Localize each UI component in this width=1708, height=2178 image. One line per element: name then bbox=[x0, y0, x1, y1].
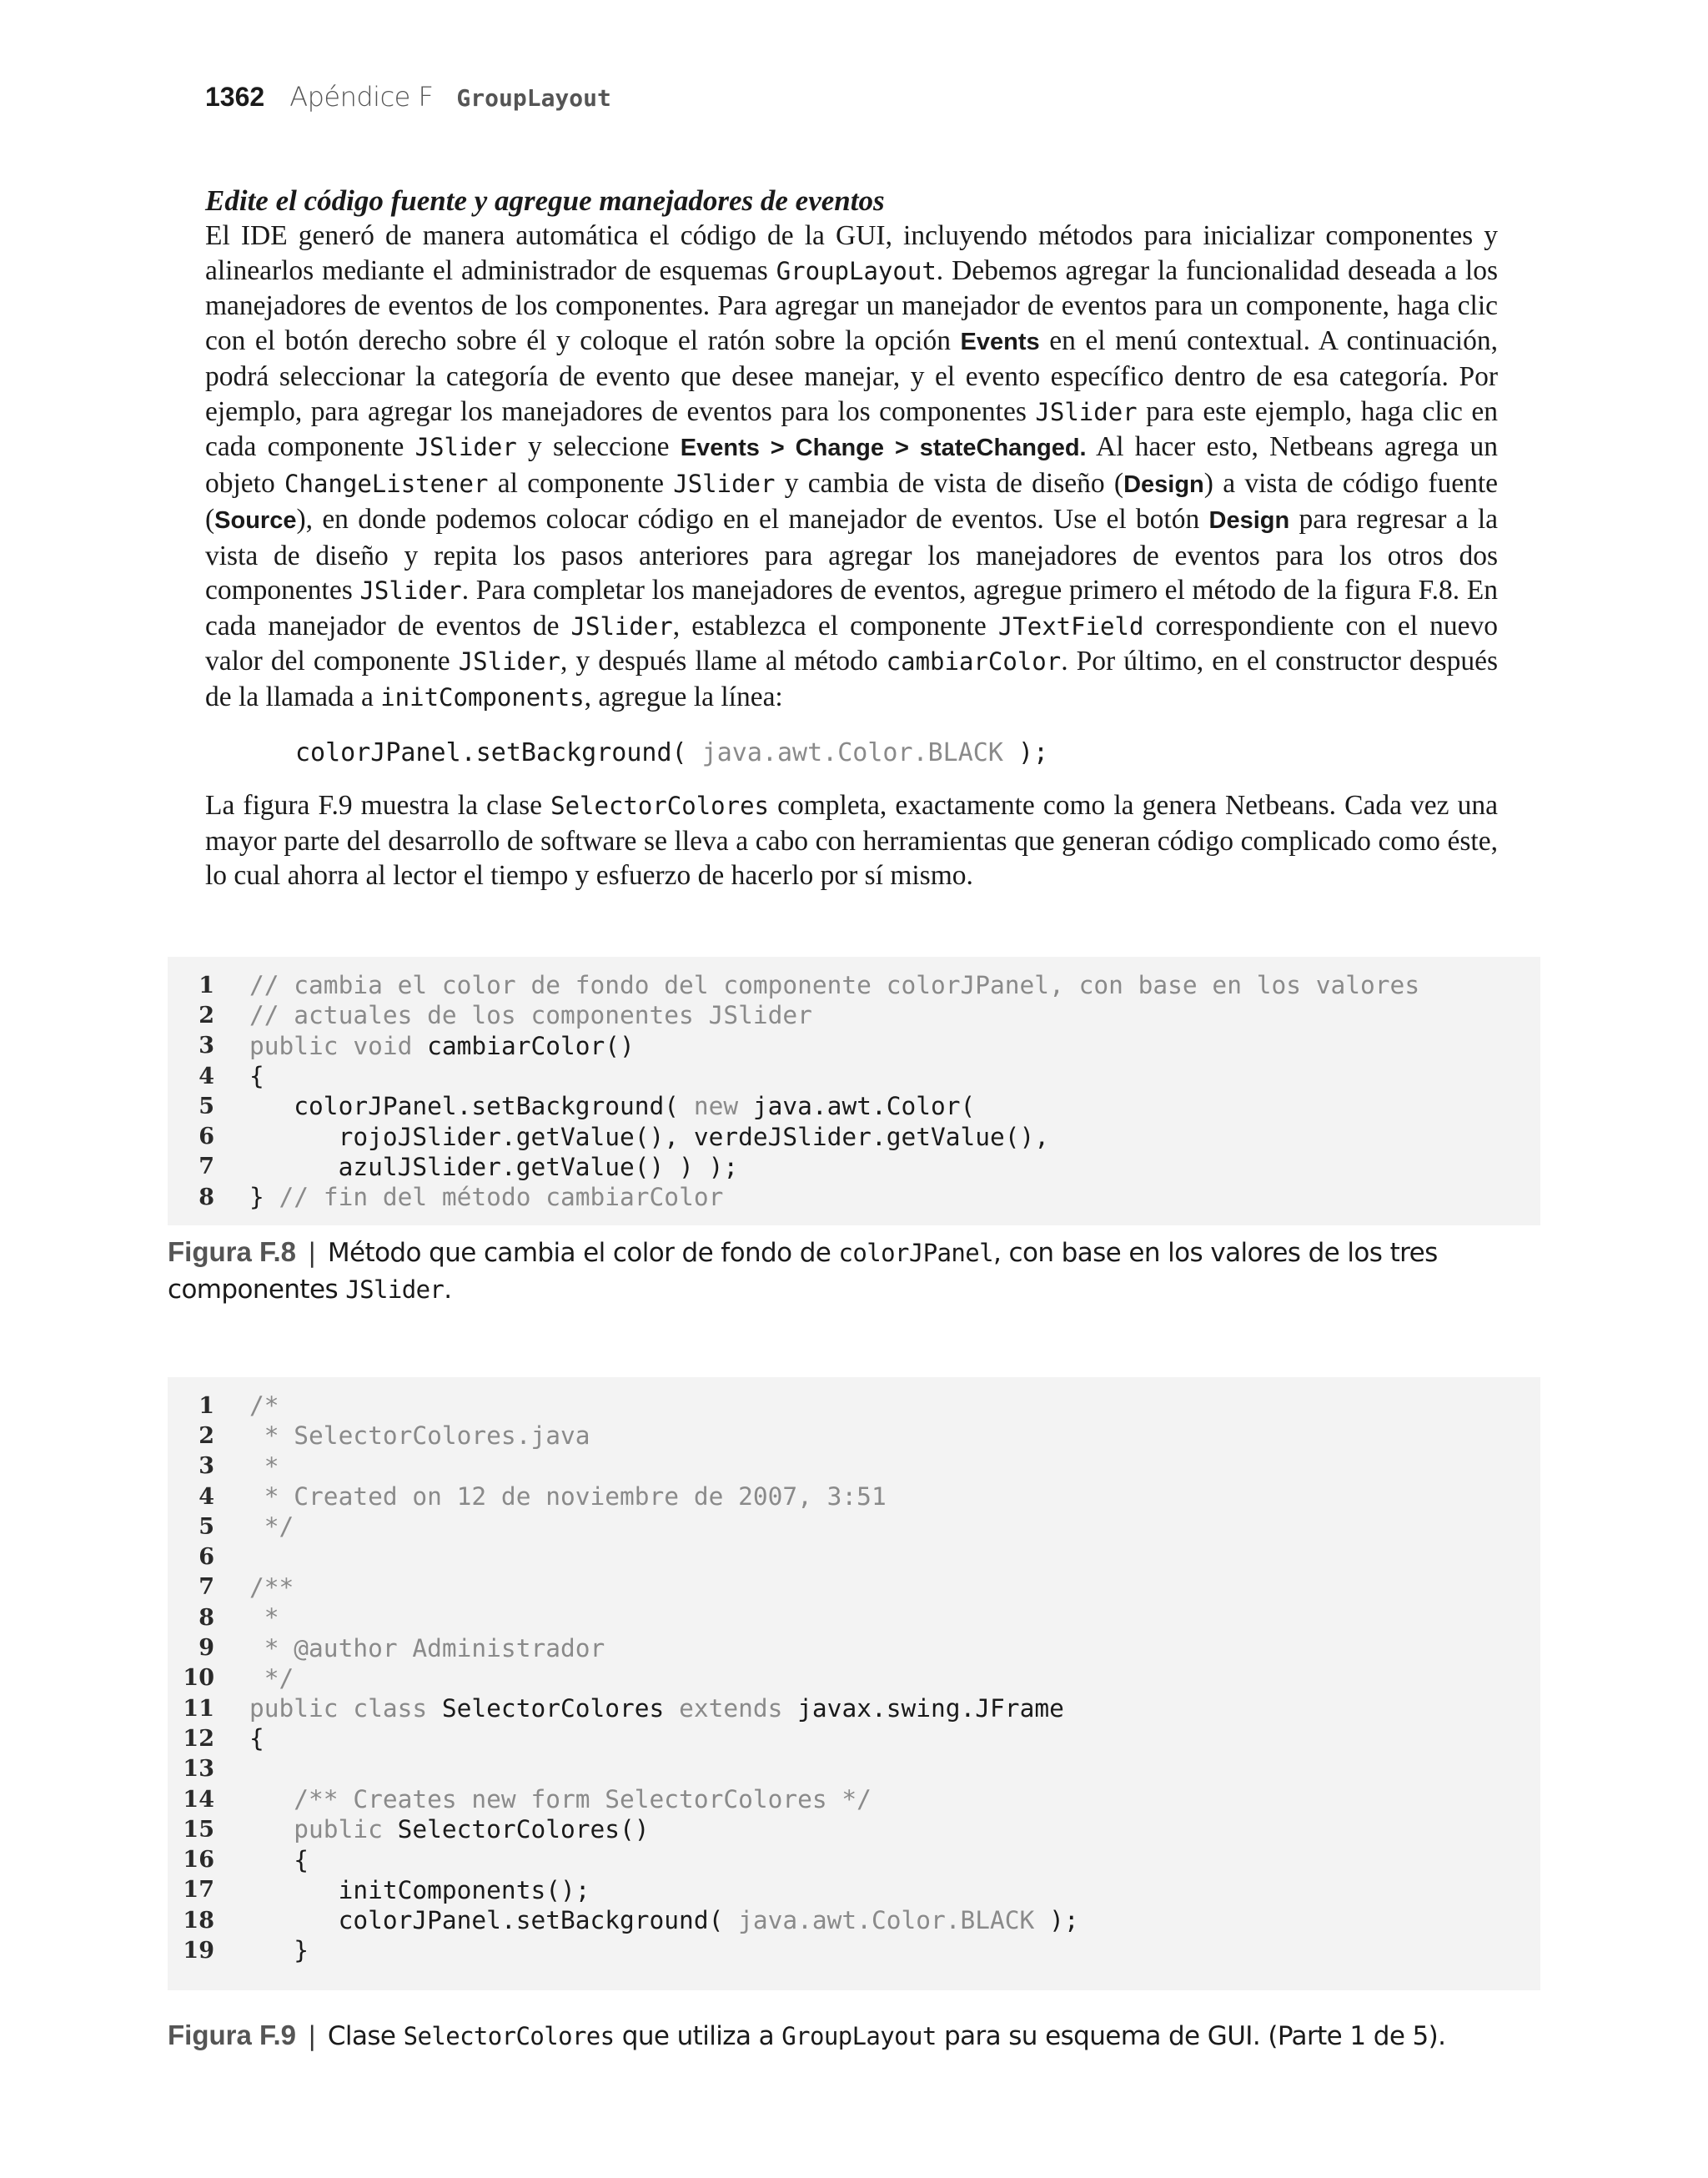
line-number: 1 bbox=[198, 972, 214, 998]
code-token: java.awt.Color.BLACK bbox=[738, 1906, 1035, 1935]
text-run: en el menú contextual. A continuación, podrá seleccionar la categoría de evento que desee manejar, y el evento específico dentro de esa categoría. Por ejemplo, para agregar los manejadores de eventos para los componentes bbox=[205, 324, 1498, 427]
code-line bbox=[168, 1091, 1540, 1121]
page-header bbox=[205, 81, 611, 113]
code-token: * bbox=[249, 1603, 279, 1632]
code-text bbox=[249, 1421, 590, 1450]
line-number: 4 bbox=[198, 1483, 214, 1510]
code-line bbox=[168, 1182, 1540, 1212]
code-lines bbox=[168, 1391, 1540, 1966]
code-token: // actuales de los componentes JSlider bbox=[249, 1001, 812, 1030]
text-run: El IDE generó de manera automática el código de la GUI, incluyendo métodos para inicializar componentes y alinearlos mediante el administrador de esquemas bbox=[205, 220, 1498, 286]
page-number: 1362 bbox=[205, 82, 265, 112]
code-token: colorJPanel.setBackground( bbox=[295, 738, 702, 767]
line-number: 8 bbox=[198, 1184, 214, 1210]
code-line bbox=[168, 1152, 1540, 1182]
code-text bbox=[249, 971, 1419, 999]
text-run: . bbox=[444, 1275, 452, 1305]
chapter-name: Apéndice F bbox=[289, 81, 434, 113]
line-number: 4 bbox=[198, 1063, 214, 1089]
line-number: 2 bbox=[198, 1422, 214, 1449]
line-number: 16 bbox=[183, 1847, 214, 1874]
code-line bbox=[168, 1632, 1540, 1662]
inline-code: initComponents bbox=[380, 682, 585, 712]
code-token: public void bbox=[249, 1031, 428, 1060]
code-text bbox=[249, 1512, 294, 1541]
code-line bbox=[168, 1421, 1540, 1451]
code-token: java.awt.Color.BLACK bbox=[701, 738, 1003, 767]
inline-code: JSlider bbox=[359, 576, 462, 605]
ui-label: Events > Change > stateChanged. bbox=[680, 435, 1087, 461]
figure-label: Figura F.8 bbox=[168, 1236, 297, 1267]
code-text bbox=[249, 1634, 605, 1662]
code-text bbox=[249, 1391, 279, 1420]
code-line bbox=[168, 1572, 1540, 1602]
caption-separator: | bbox=[308, 1238, 316, 1268]
inline-code: JTextField bbox=[997, 611, 1144, 641]
code-token: public bbox=[249, 1815, 398, 1844]
line-number: 12 bbox=[183, 1725, 214, 1752]
line-number: 18 bbox=[183, 1907, 214, 1934]
code-token: ); bbox=[1034, 1906, 1079, 1935]
text-run: . Por último, en el constructor después de la llamada a bbox=[205, 646, 1498, 712]
code-token: new bbox=[693, 1092, 753, 1121]
inline-code: JSlider bbox=[1035, 397, 1138, 426]
text-run: , con base en los valores de los tres componentes bbox=[168, 1238, 1438, 1305]
code-line bbox=[168, 1602, 1540, 1632]
figure-f9-caption bbox=[168, 2017, 1544, 2055]
line-number: 10 bbox=[183, 1665, 214, 1692]
caption-separator: | bbox=[308, 2021, 316, 2051]
paragraph-2 bbox=[205, 788, 1498, 893]
inline-code: JSlider bbox=[345, 1275, 445, 1304]
code-token: * bbox=[249, 1451, 279, 1481]
inline-code: JSlider bbox=[673, 469, 776, 498]
code-token: */ bbox=[249, 1512, 294, 1542]
code-text bbox=[249, 1092, 975, 1120]
code-text bbox=[249, 1001, 812, 1029]
code-text bbox=[249, 1482, 887, 1511]
section-body bbox=[205, 184, 1498, 893]
inline-code: colorJPanel bbox=[838, 1239, 993, 1267]
line-number: 2 bbox=[198, 1002, 214, 1029]
line-number: 3 bbox=[198, 1033, 214, 1059]
text-run: , y después llame al método bbox=[560, 646, 887, 677]
line-number: 5 bbox=[198, 1513, 214, 1540]
code-line bbox=[168, 1693, 1540, 1723]
ui-label: Source bbox=[214, 507, 297, 534]
code-line bbox=[168, 1391, 1540, 1421]
code-token: { bbox=[249, 1845, 309, 1874]
code-text bbox=[249, 1936, 309, 1964]
text-run: que utiliza a bbox=[614, 2021, 782, 2051]
code-line bbox=[168, 1512, 1540, 1542]
code-text bbox=[249, 1724, 264, 1753]
code-token: { bbox=[249, 1062, 264, 1091]
code-line bbox=[168, 1814, 1540, 1844]
code-text bbox=[249, 1062, 264, 1090]
ui-label: Design bbox=[1123, 470, 1204, 498]
code-token: } bbox=[249, 1936, 309, 1965]
code-token: colorJPanel.setBackground( bbox=[249, 1906, 739, 1935]
inline-code: JSlider bbox=[570, 611, 673, 641]
figure-f9-code-listing bbox=[168, 1377, 1540, 1990]
code-token: initComponents(); bbox=[249, 1875, 590, 1904]
paragraph-1 bbox=[205, 219, 1498, 715]
code-token: * Created on 12 de noviembre de 2007, 3:51 bbox=[249, 1482, 887, 1512]
line-number: 17 bbox=[183, 1877, 214, 1904]
figure-f8-code-listing bbox=[168, 957, 1540, 1225]
text-run: . Debemos agregar la funcionalidad deseada a los manejadores de eventos de los componentes. Para agregar un manejador de eventos para un componente, haga clic con el botón derecho sobre él y coloque el ratón sobre la opción bbox=[205, 254, 1498, 356]
code-text bbox=[249, 1906, 1079, 1934]
inline-code: SelectorColores bbox=[403, 2022, 615, 2050]
text-run: y cambia de vista de diseño ( bbox=[775, 467, 1124, 499]
line-number: 7 bbox=[198, 1154, 214, 1180]
line-number: 1 bbox=[198, 1392, 214, 1419]
line-number: 6 bbox=[198, 1544, 214, 1571]
code-line bbox=[168, 1935, 1540, 1965]
code-token: SelectorColores() bbox=[397, 1815, 650, 1844]
text-run: La figura F.9 muestra la clase bbox=[205, 790, 551, 821]
code-text bbox=[249, 1123, 1049, 1151]
chapter-title: GroupLayout bbox=[456, 84, 611, 112]
code-line bbox=[168, 1784, 1540, 1814]
code-text bbox=[249, 1452, 279, 1481]
code-token: javax.swing.JFrame bbox=[797, 1694, 1064, 1723]
text-run: . Para completar los manejadores de eventos, agregue primero el método de la figura F.8. En cada manejador de eventos de bbox=[205, 575, 1498, 641]
line-number: 14 bbox=[183, 1786, 214, 1813]
code-text bbox=[249, 1183, 723, 1211]
code-token: /** bbox=[249, 1572, 294, 1602]
inline-code: JSlider bbox=[458, 647, 560, 676]
code-text bbox=[249, 1785, 872, 1813]
code-token: java.awt.Color( bbox=[752, 1092, 976, 1121]
text-run: al componente bbox=[488, 467, 674, 499]
code-token: SelectorColores bbox=[441, 1694, 680, 1723]
code-line bbox=[168, 1875, 1540, 1905]
ui-label: Design bbox=[1208, 507, 1290, 534]
text-run: ), en donde podemos colocar código en el manejador de eventos. Use el botón bbox=[296, 504, 1209, 535]
inline-code: GroupLayout bbox=[781, 2022, 937, 2050]
inline-code: GroupLayout bbox=[776, 256, 937, 285]
code-text bbox=[249, 1815, 650, 1844]
figure-f8-caption bbox=[168, 1234, 1544, 1308]
line-number: 5 bbox=[198, 1093, 214, 1119]
inline-code: SelectorColores bbox=[550, 792, 770, 820]
code-token: */ bbox=[249, 1663, 294, 1693]
code-line bbox=[168, 1723, 1540, 1753]
code-token: rojoJSlider.getValue(), verdeJSlider.getValue(), bbox=[249, 1122, 1050, 1151]
text-run: correspondiente con el nuevo valor del componente bbox=[205, 610, 1498, 677]
line-number: 8 bbox=[198, 1604, 214, 1631]
code-line bbox=[168, 1031, 1540, 1061]
line-number: 15 bbox=[183, 1816, 214, 1843]
code-line bbox=[168, 1905, 1540, 1935]
code-token: ); bbox=[1002, 738, 1049, 767]
code-token: // fin del método cambiarColor bbox=[279, 1183, 724, 1212]
code-text bbox=[249, 1876, 590, 1904]
text-run: para regresar a la vista de diseño y repita los pasos anteriores para agregar los manejadores de eventos para los otros dos componentes bbox=[205, 504, 1498, 606]
code-text bbox=[249, 1153, 738, 1181]
code-line bbox=[168, 1121, 1540, 1151]
section-title: Edite el código fuente y agregue manejadores de eventos bbox=[205, 184, 885, 217]
inline-code: ChangeListener bbox=[284, 469, 489, 498]
figure-label: Figura F.9 bbox=[168, 2020, 297, 2050]
text-run: , agregue la línea: bbox=[584, 681, 783, 712]
code-line bbox=[168, 1663, 1540, 1693]
code-line bbox=[168, 1451, 1540, 1481]
code-token: colorJPanel.setBackground( bbox=[249, 1092, 694, 1121]
code-token: // cambia el color de fondo del componente colorJPanel, con base en los valores bbox=[249, 971, 1420, 1000]
code-lines bbox=[168, 970, 1540, 1212]
code-token: extends bbox=[679, 1694, 798, 1723]
code-token: { bbox=[249, 1724, 264, 1753]
code-token: } bbox=[249, 1183, 279, 1212]
line-number: 11 bbox=[183, 1695, 214, 1722]
code-line bbox=[168, 970, 1540, 1000]
text-run: Método que cambia el color de fondo de bbox=[327, 1238, 839, 1268]
text-run: ) a vista de código fuente ( bbox=[205, 467, 1498, 535]
code-token: azulJSlider.getValue() ) ); bbox=[249, 1152, 739, 1181]
line-number: 9 bbox=[198, 1635, 214, 1662]
code-token: /** Creates new form SelectorColores */ bbox=[249, 1785, 872, 1813]
text-run: y seleccione bbox=[516, 431, 681, 462]
code-token: * @author Administrador bbox=[249, 1633, 605, 1662]
text-run: para este ejemplo, haga clic en cada componente bbox=[205, 395, 1498, 462]
code-snippet bbox=[295, 737, 1498, 770]
ui-label: Events bbox=[960, 328, 1040, 355]
line-number: 7 bbox=[198, 1574, 214, 1601]
code-line bbox=[168, 1061, 1540, 1091]
code-text bbox=[249, 1032, 635, 1060]
text-run: Clase bbox=[327, 2021, 404, 2051]
code-token: cambiarColor() bbox=[427, 1031, 635, 1060]
code-text bbox=[249, 1846, 309, 1874]
text-run: Al hacer esto, Netbeans agrega un objeto bbox=[205, 431, 1499, 499]
code-text bbox=[249, 1603, 279, 1632]
caption-text bbox=[168, 1238, 1438, 1305]
code-text bbox=[249, 1573, 294, 1602]
line-number: 3 bbox=[198, 1453, 214, 1480]
caption-text bbox=[328, 2021, 1446, 2051]
inline-code: cambiarColor bbox=[886, 647, 1062, 676]
code-line bbox=[168, 1754, 1540, 1784]
code-line bbox=[168, 1481, 1540, 1512]
line-number: 6 bbox=[198, 1124, 214, 1150]
code-token: public class bbox=[249, 1694, 442, 1723]
code-line bbox=[168, 1844, 1540, 1874]
line-number: 19 bbox=[183, 1937, 214, 1964]
code-token: * SelectorColores.java bbox=[249, 1421, 590, 1451]
text-run: para su esquema de GUI. (Parte 1 de 5). bbox=[936, 2021, 1446, 2051]
code-line bbox=[168, 1542, 1540, 1572]
line-number: 13 bbox=[183, 1756, 214, 1783]
code-token: /* bbox=[249, 1391, 279, 1421]
code-text bbox=[249, 1694, 1064, 1723]
code-line bbox=[168, 1000, 1540, 1030]
text-run: completa, exactamente como la genera Netbeans. Cada vez una mayor parte del desarrollo de software se lleva a cabo con herramientas que generan código complicado como éste, lo cual ahorra al lector el tiempo y esfuerzo de hacerlo por sí mismo. bbox=[205, 790, 1498, 891]
code-text bbox=[249, 1664, 294, 1693]
inline-code: JSlider bbox=[414, 433, 517, 461]
text-run: , establezca el componente bbox=[672, 610, 998, 641]
